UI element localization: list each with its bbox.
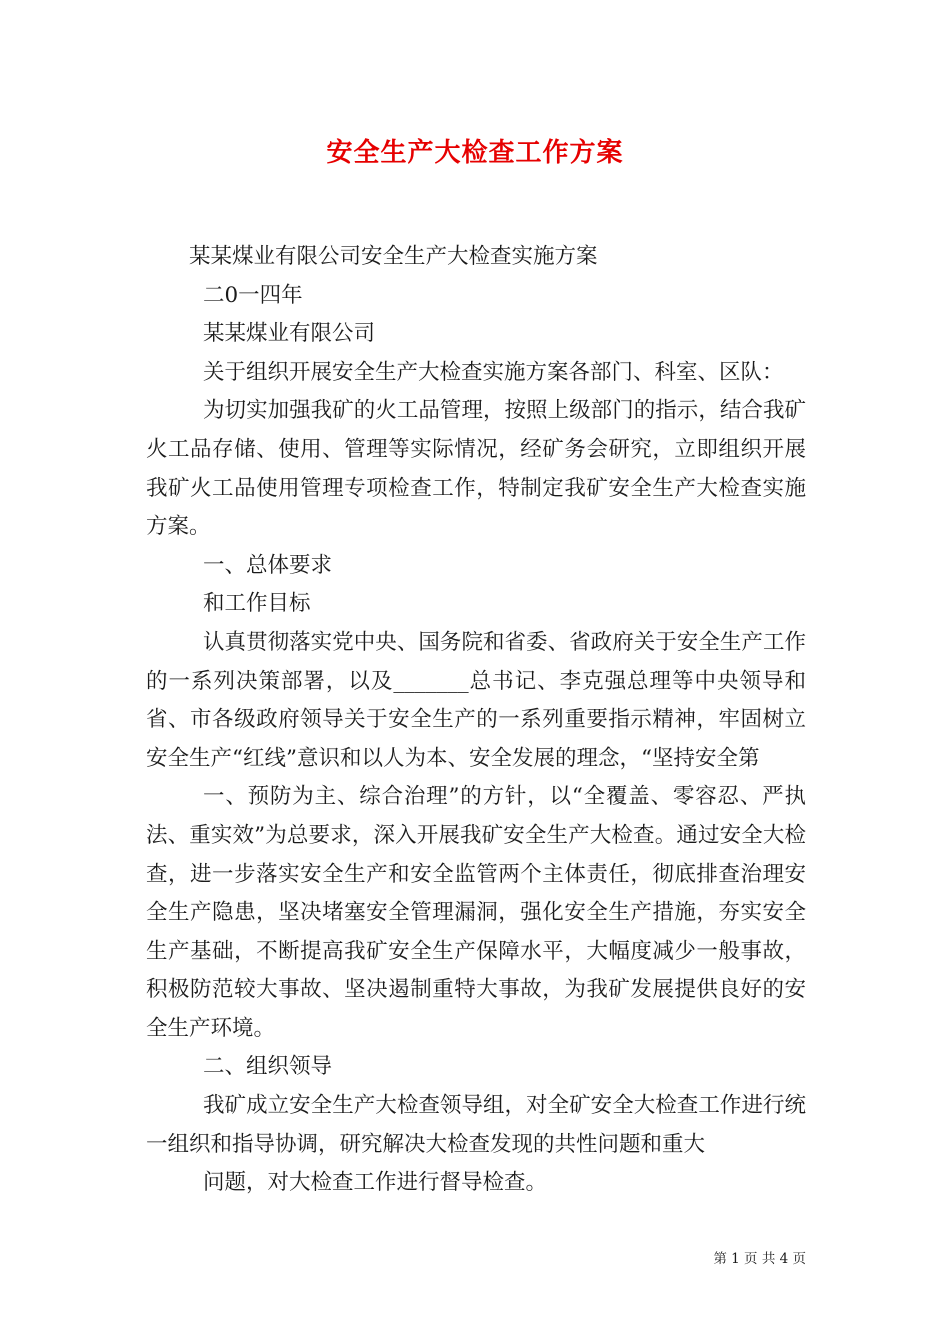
paragraph-5: 为切实加强我矿的火工品管理，按照上级部门的指示，结合我矿火工品存储、使用、管理等实际情况，经矿务会研究，立即组织开展我矿火工品使用管理专项检查工作，特制定我矿安全生产大检查实施方案。: [146, 398, 806, 540]
paragraph-3: 某某煤业有限公司: [203, 321, 376, 347]
page-number-footer: 第 1 页 共 4 页: [713, 1251, 806, 1267]
paragraph-2: 二0一四年: [203, 282, 303, 308]
paragraph-1: 某某煤业有限公司安全生产大检查实施方案: [189, 244, 598, 269]
paragraph-7: 和工作目标: [203, 591, 311, 617]
paragraph-9: 一、预防为主、综合治理”的方针，以“全覆盖、零容忍、严执法、重实效”为总要求，深入开展我矿安全生产大检查。通过安全大检查，进一步落实安全生产和安全监管两个主体责任，彻底排查治理安全生产隐患，坚决堵塞安全管理漏洞，强化安全生产措施，夯实安全生产基础，不断提高我矿安全生产保障水平，大幅度减少一般事故，积极防范较大事故、坚决遏制重特大事故，为我矿发展提供良好的安全生产环境。: [146, 784, 806, 1041]
document-body: [146, 238, 806, 1203]
paragraph-11: 我矿成立安全生产大检查领导组，对全矿安全大检查工作进行统一组织和指导协调，研究解决大检查发现的共性问题和重大: [146, 1093, 806, 1157]
paragraph-12: 问题，对大检查工作进行督导检查。: [203, 1170, 548, 1196]
paragraph-10: 二、组织领导: [203, 1054, 333, 1080]
document-title: 安全生产大检查工作方案: [326, 138, 624, 168]
paragraph-6: 一、总体要求: [203, 552, 333, 578]
paragraph-8: 认真贯彻落实党中央、国务院和省委、省政府关于安全生产工作的一系列决策部署，以及_______总书记、李克强总理等中央领导和省、市各级政府领导关于安全生产的一系列重要指示精神，牢固树立安全生产“红线”意识和以人为本、安全发展的理念，“坚持安全第: [146, 629, 806, 771]
paragraph-4: 关于组织开展安全生产大检查实施方案各部门、科室、区队：: [203, 359, 784, 385]
